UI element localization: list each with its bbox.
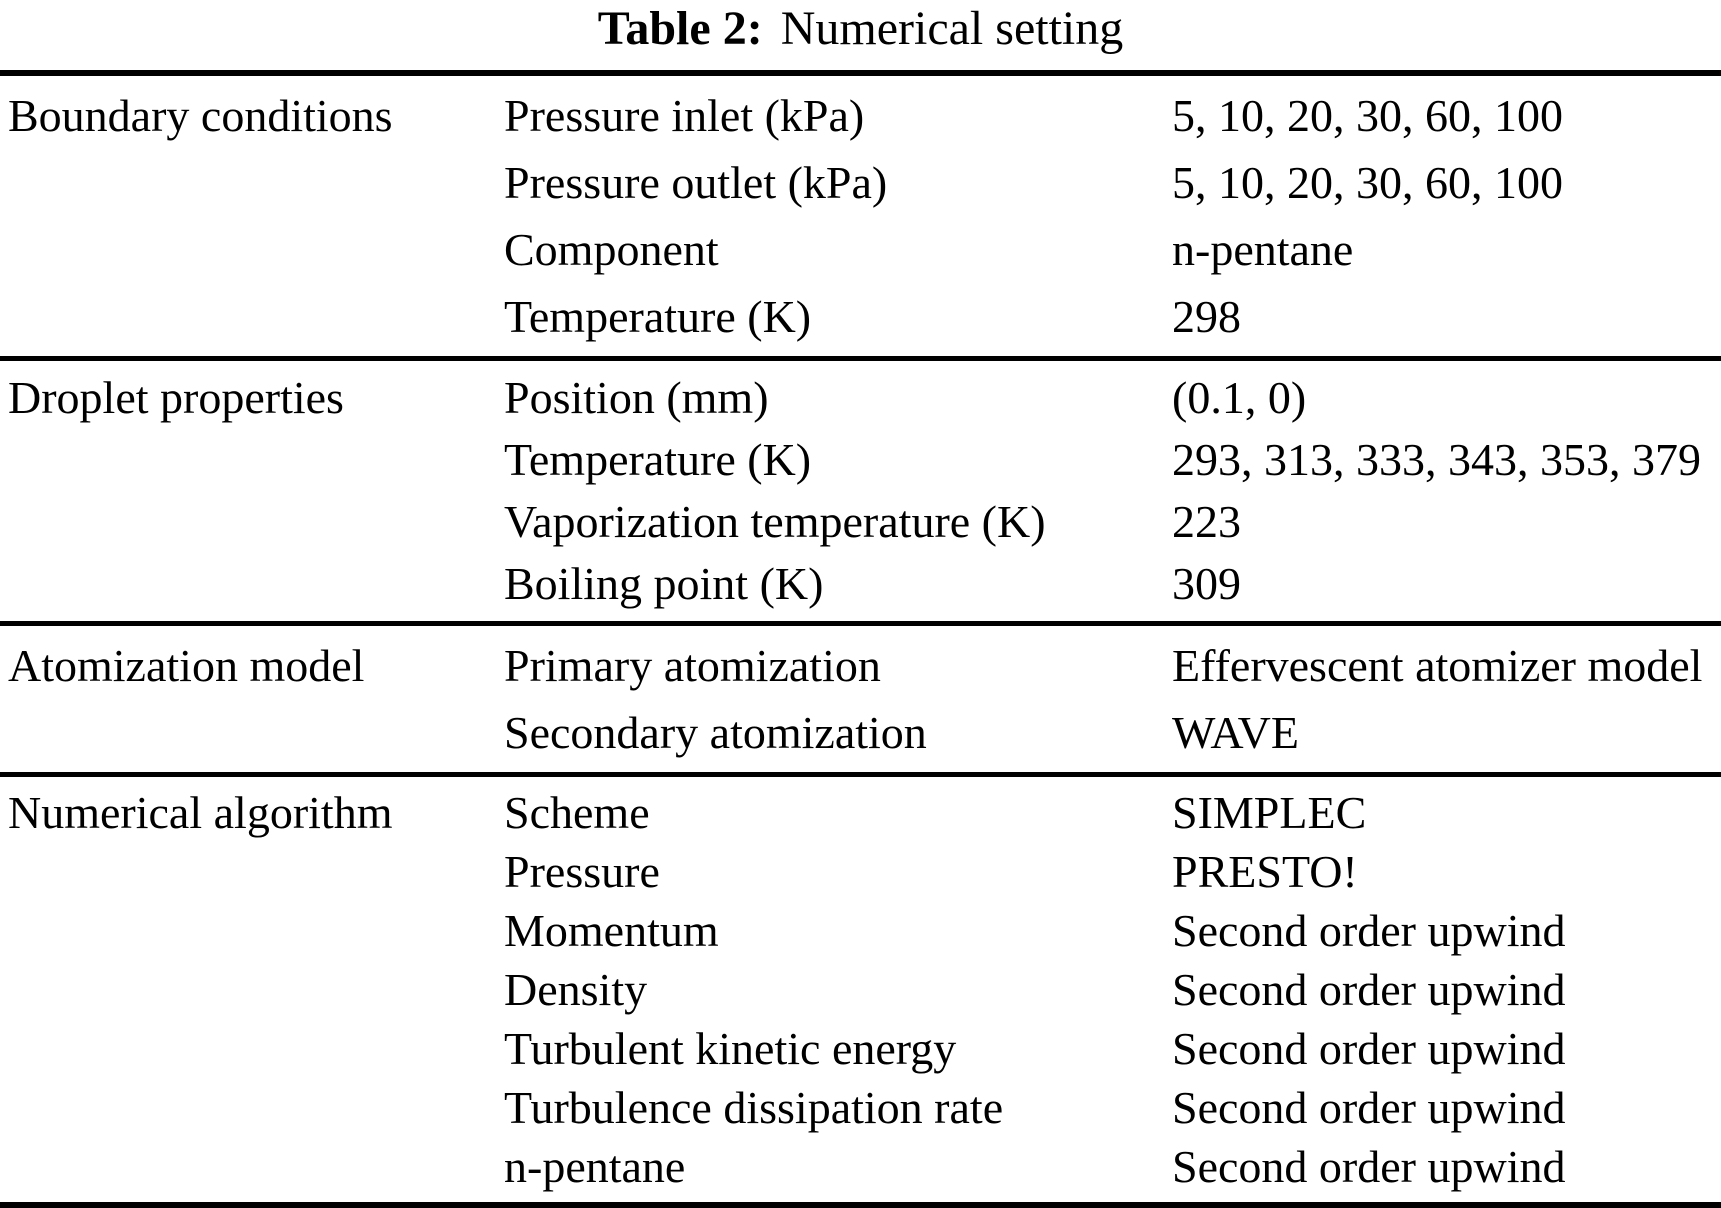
parameter-value: 298 [1172,291,1241,342]
table-row [504,216,1721,283]
parameter-name: Scheme [504,787,650,838]
parameter-value: (0.1, 0) [1172,372,1307,423]
parameter-value: PRESTO! [1172,846,1358,897]
parameter-name: Primary atomization [504,640,881,691]
table-row [504,783,1721,842]
table-row [504,901,1721,960]
table-row [504,842,1721,901]
table-row [504,491,1721,553]
parameter-name: Temperature (K) [504,434,812,485]
table-row [504,1137,1721,1196]
parameter-name: Turbulent kinetic energy [504,1023,957,1074]
parameter-name: Vaporization temperature (K) [504,496,1046,547]
table-bottom-rule [0,1202,1721,1208]
parameter-value: Second order upwind [1172,964,1566,1015]
parameter-name: Density [504,964,648,1015]
table-row [504,367,1721,429]
parameter-value: Second order upwind [1172,1082,1566,1133]
parameter-name: Boiling point (K) [504,558,824,609]
section-category: Droplet properties [8,372,344,423]
table-row [504,82,1721,149]
table-caption-label: Table 2: [597,2,763,55]
parameter-name: Position (mm) [504,372,769,423]
table-row [504,699,1721,766]
section-category: Atomization model [8,640,365,691]
parameter-name: Turbulence dissipation rate [504,1082,1004,1133]
parameter-value: 293, 313, 333, 343, 353, 379 [1172,434,1701,485]
table-row [504,960,1721,1019]
parameter-name: n-pentane [504,1141,686,1192]
parameter-name: Pressure outlet (kPa) [504,157,888,208]
parameter-value: 5, 10, 20, 30, 60, 100 [1172,157,1563,208]
parameter-value: WAVE [1172,707,1299,758]
parameter-value: Second order upwind [1172,905,1566,956]
parameter-value: 223 [1172,496,1241,547]
parameter-name: Momentum [504,905,719,956]
parameter-name: Pressure inlet (kPa) [504,90,865,141]
parameter-value: n-pentane [1172,224,1354,275]
table-caption [0,0,1721,58]
parameter-value: Second order upwind [1172,1141,1566,1192]
table-row [504,429,1721,491]
parameter-name: Temperature (K) [504,291,812,342]
section-category: Numerical algorithm [8,787,393,838]
table-section-boundary-conditions [0,76,1721,356]
table-row [504,1078,1721,1137]
table-row [504,149,1721,216]
section-category: Boundary conditions [8,90,393,141]
parameter-value: Effervescent atomizer model [1172,640,1703,691]
table-row [504,1019,1721,1078]
parameter-name: Component [504,224,719,275]
parameter-name: Pressure [504,846,660,897]
parameter-value: 5, 10, 20, 30, 60, 100 [1172,90,1563,141]
parameter-name: Secondary atomization [504,707,927,758]
table-row [504,553,1721,615]
table-section-droplet-properties [0,361,1721,621]
table-caption-title: Numerical setting [780,2,1124,55]
table-row [504,283,1721,350]
parameter-value: SIMPLEC [1172,787,1367,838]
parameter-value: 309 [1172,558,1241,609]
table-section-numerical-algorithm [0,777,1721,1202]
parameter-value: Second order upwind [1172,1023,1566,1074]
table-section-atomization-model [0,626,1721,772]
table-row [504,632,1721,699]
